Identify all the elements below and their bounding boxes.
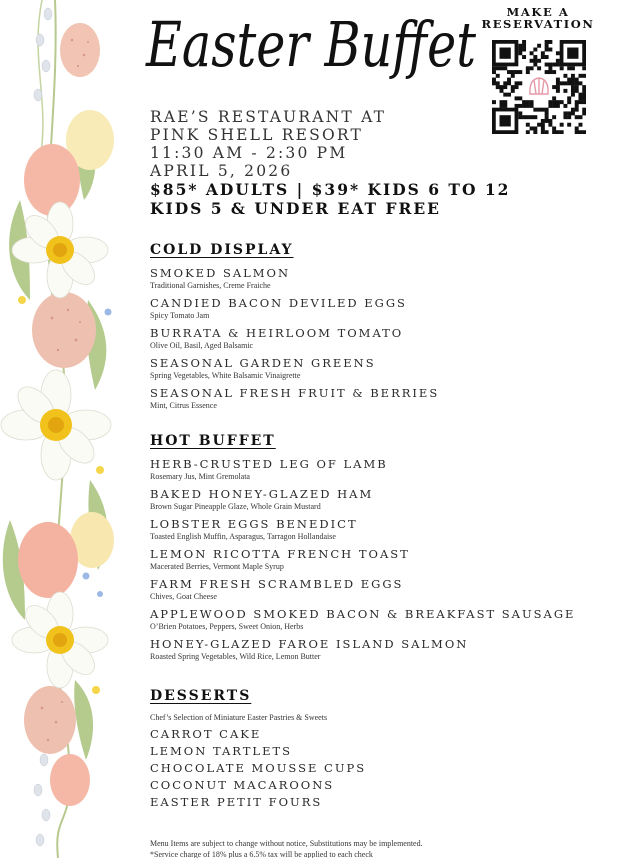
title-script [142,0,482,94]
menu-item [150,547,575,572]
menu-item-name: SMOKED SALMON [150,266,291,280]
menu-item [150,386,439,411]
reservation-line2: RESERVATION [481,17,595,31]
menu-item-desc: Spring Vegetables, White Balsamic Vinaigrette [150,371,301,380]
menu-item [150,607,575,632]
menu-item-desc: Rosemary Jus, Mint Gremolata [150,472,250,481]
event-time: 11:30 AM - 2:30 PM [150,144,348,162]
price-kids-free: KIDS 5 & UNDER EAT FREE [150,199,441,218]
menu-item [150,517,575,542]
menu-item-desc: Brown Sugar Pineapple Glaze, Whole Grain Mustard [150,502,321,511]
menu-item-desc: Olive Oil, Basil, Aged Balsamic [150,341,254,350]
dessert-item: CHOCOLATE MOUSSE CUPS [150,761,367,775]
desserts-section [150,687,366,811]
dessert-item: CARROT CAKE [150,727,262,741]
menu-item [150,356,439,381]
menu-item-name: BAKED HONEY-GLAZED HAM [150,487,374,501]
menu-item-name: HONEY-GLAZED FAROE ISLAND SALMON [150,637,469,651]
reservation-line1: MAKE A [506,5,570,19]
footer-line-service-charge: *Service charge of 18% plus a 6.5% tax will be applied to each check [150,850,373,858]
menu-item [150,296,439,321]
price-adults-kids: $85* ADULTS | $39* KIDS 6 TO 12 [150,180,511,199]
menu-item-desc: Spicy Tomato Jam [150,311,210,320]
dessert-item: COCONUT MACAROONS [150,778,335,792]
menu-item-desc: O’Brien Potatoes, Peppers, Sweet Onion, Herbs [150,622,304,631]
footer-notes [150,838,620,858]
menu-item-name: SEASONAL FRESH FRUIT & BERRIES [150,386,440,400]
menu-item-name: CANDIED BACON DEVILED EGGS [150,296,407,310]
menu-item-name: BURRATA & HEIRLOOM TOMATO [150,326,404,340]
menu-item-name: LOBSTER EGGS BENEDICT [150,517,358,531]
section-title-desserts: DESSERTS [150,688,252,704]
event-info [150,108,510,218]
menu-item-name: HERB-CRUSTED LEG OF LAMB [150,457,388,471]
menu-item-name: SEASONAL GARDEN GREENS [150,356,376,370]
dessert-item: LEMON TARTLETS [150,744,293,758]
section-title-cold-display: COLD DISPLAY [150,242,294,258]
footer-line-changes: Menu Items are subject to change without notice, Substitutions may be implemented. [150,839,423,848]
menu-item [150,637,575,662]
menu-item-name: APPLEWOOD SMOKED BACON & BREAKFAST SAUSAGE [150,607,576,621]
title-text: Easter Buffet [145,8,477,81]
menu-item [150,326,439,351]
menu-item-desc: Roasted Spring Vegetables, Wild Rice, Lemon Butter [150,652,321,661]
menu-item-desc: Toasted English Muffin, Asparagus, Tarragon Hollandaise [150,532,336,541]
event-date: APRIL 5, 2026 [150,162,293,180]
section-title-hot-buffet: HOT BUFFET [150,433,276,449]
hot-buffet-section [150,432,575,667]
floral-border-illustration [0,0,130,858]
menu-item-name: FARM FRESH SCRAMBLED EGGS [150,577,404,591]
dessert-item: EASTER PETIT FOURS [150,795,323,809]
cold-display-section [150,241,439,416]
venue-line2: PINK SHELL RESORT [150,126,364,144]
venue-line1: RAE’S RESTAURANT AT [150,108,387,126]
shell-logo-icon [530,78,548,94]
dessert-note: Chef’s Selection of Miniature Easter Pastries & Sweets [150,713,328,722]
menu-item [150,266,439,291]
menu-item-desc: Traditional Garnishes, Creme Fraiche [150,281,271,290]
reservation-label [478,6,598,30]
menu-item-desc: Macerated Berries, Vermont Maple Syrup [150,562,284,571]
menu-item-desc: Chives, Goat Cheese [150,592,217,601]
menu-item [150,487,575,512]
menu-item-desc: Mint, Citrus Essence [150,401,217,410]
menu-item-name: LEMON RICOTTA FRENCH TOAST [150,547,410,561]
menu-item [150,457,575,482]
menu-item [150,577,575,602]
